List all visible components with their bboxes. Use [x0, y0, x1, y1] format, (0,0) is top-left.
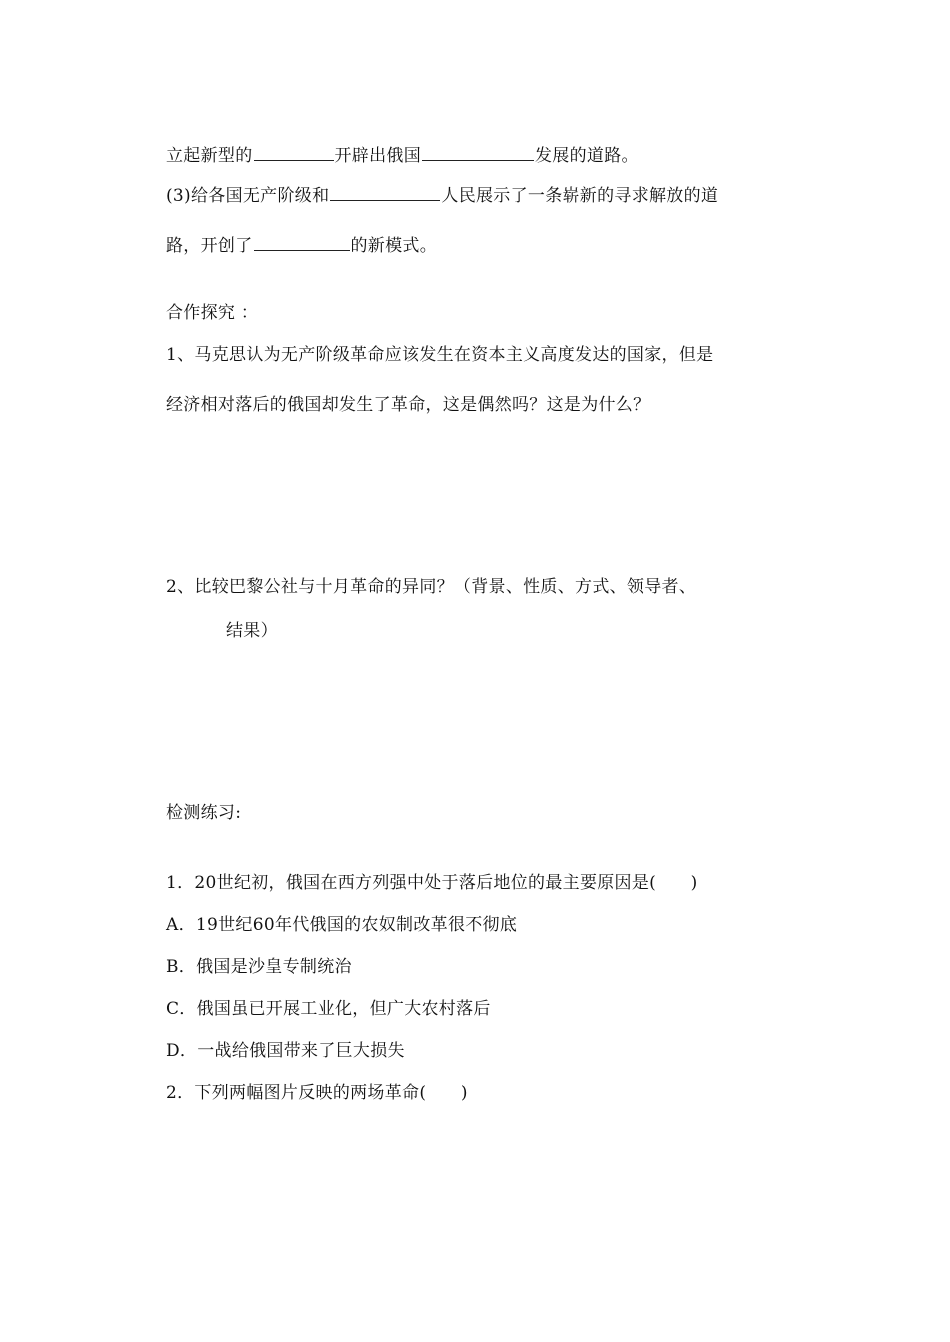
cooperation-heading: 合作探究 ：	[166, 303, 259, 323]
fill-line-3	[166, 234, 437, 257]
cooperation-q1-line1: 1、马克思认为无产阶级革命应该发生在资本主义高度发达的国家，但是	[166, 345, 714, 365]
fill-text: 的新模式。	[350, 236, 437, 256]
practice-q1-option-c[interactable]: C．俄国虽已开展工业化，但广大农村落后	[166, 999, 491, 1019]
practice-heading: 检测练习:	[166, 803, 242, 823]
practice-q1: 1．20世纪初，俄国在西方列强中处于落后地位的最主要原因是( )	[166, 873, 698, 893]
answer-blank[interactable]	[254, 144, 334, 161]
fill-line-1	[166, 144, 639, 167]
practice-q1-option-b[interactable]: B．俄国是沙皇专制统治	[166, 957, 352, 977]
fill-text: 开辟出俄国	[334, 146, 421, 166]
fill-line-2	[166, 184, 718, 207]
practice-q1-option-d[interactable]: D．一战给俄国带来了巨大损失	[166, 1041, 405, 1061]
practice-q2: 2．下列两幅图片反映的两场革命( )	[166, 1083, 468, 1103]
fill-text: (3)给各国无产阶级和	[166, 186, 330, 206]
cooperation-q1-line2: 经济相对落后的俄国却发生了革命，这是偶然吗？这是为什么？	[166, 395, 651, 415]
practice-q1-option-a[interactable]: A．19世纪60年代俄国的农奴制改革很不彻底	[166, 915, 518, 935]
fill-text: 发展的道路。	[535, 146, 639, 166]
fill-text: 路，开创了	[166, 236, 253, 256]
fill-text: 人民展示了一条崭新的寻求解放的道	[441, 186, 719, 206]
answer-blank[interactable]	[254, 234, 350, 251]
answer-blank[interactable]	[330, 184, 440, 201]
cooperation-q2-line1: 2、比较巴黎公社与十月革命的异同？（背景、性质、方式、领导者、	[166, 577, 697, 597]
fill-text: 立起新型的	[166, 146, 253, 166]
cooperation-q2-line2: 结果）	[226, 621, 278, 641]
answer-blank[interactable]	[422, 144, 534, 161]
